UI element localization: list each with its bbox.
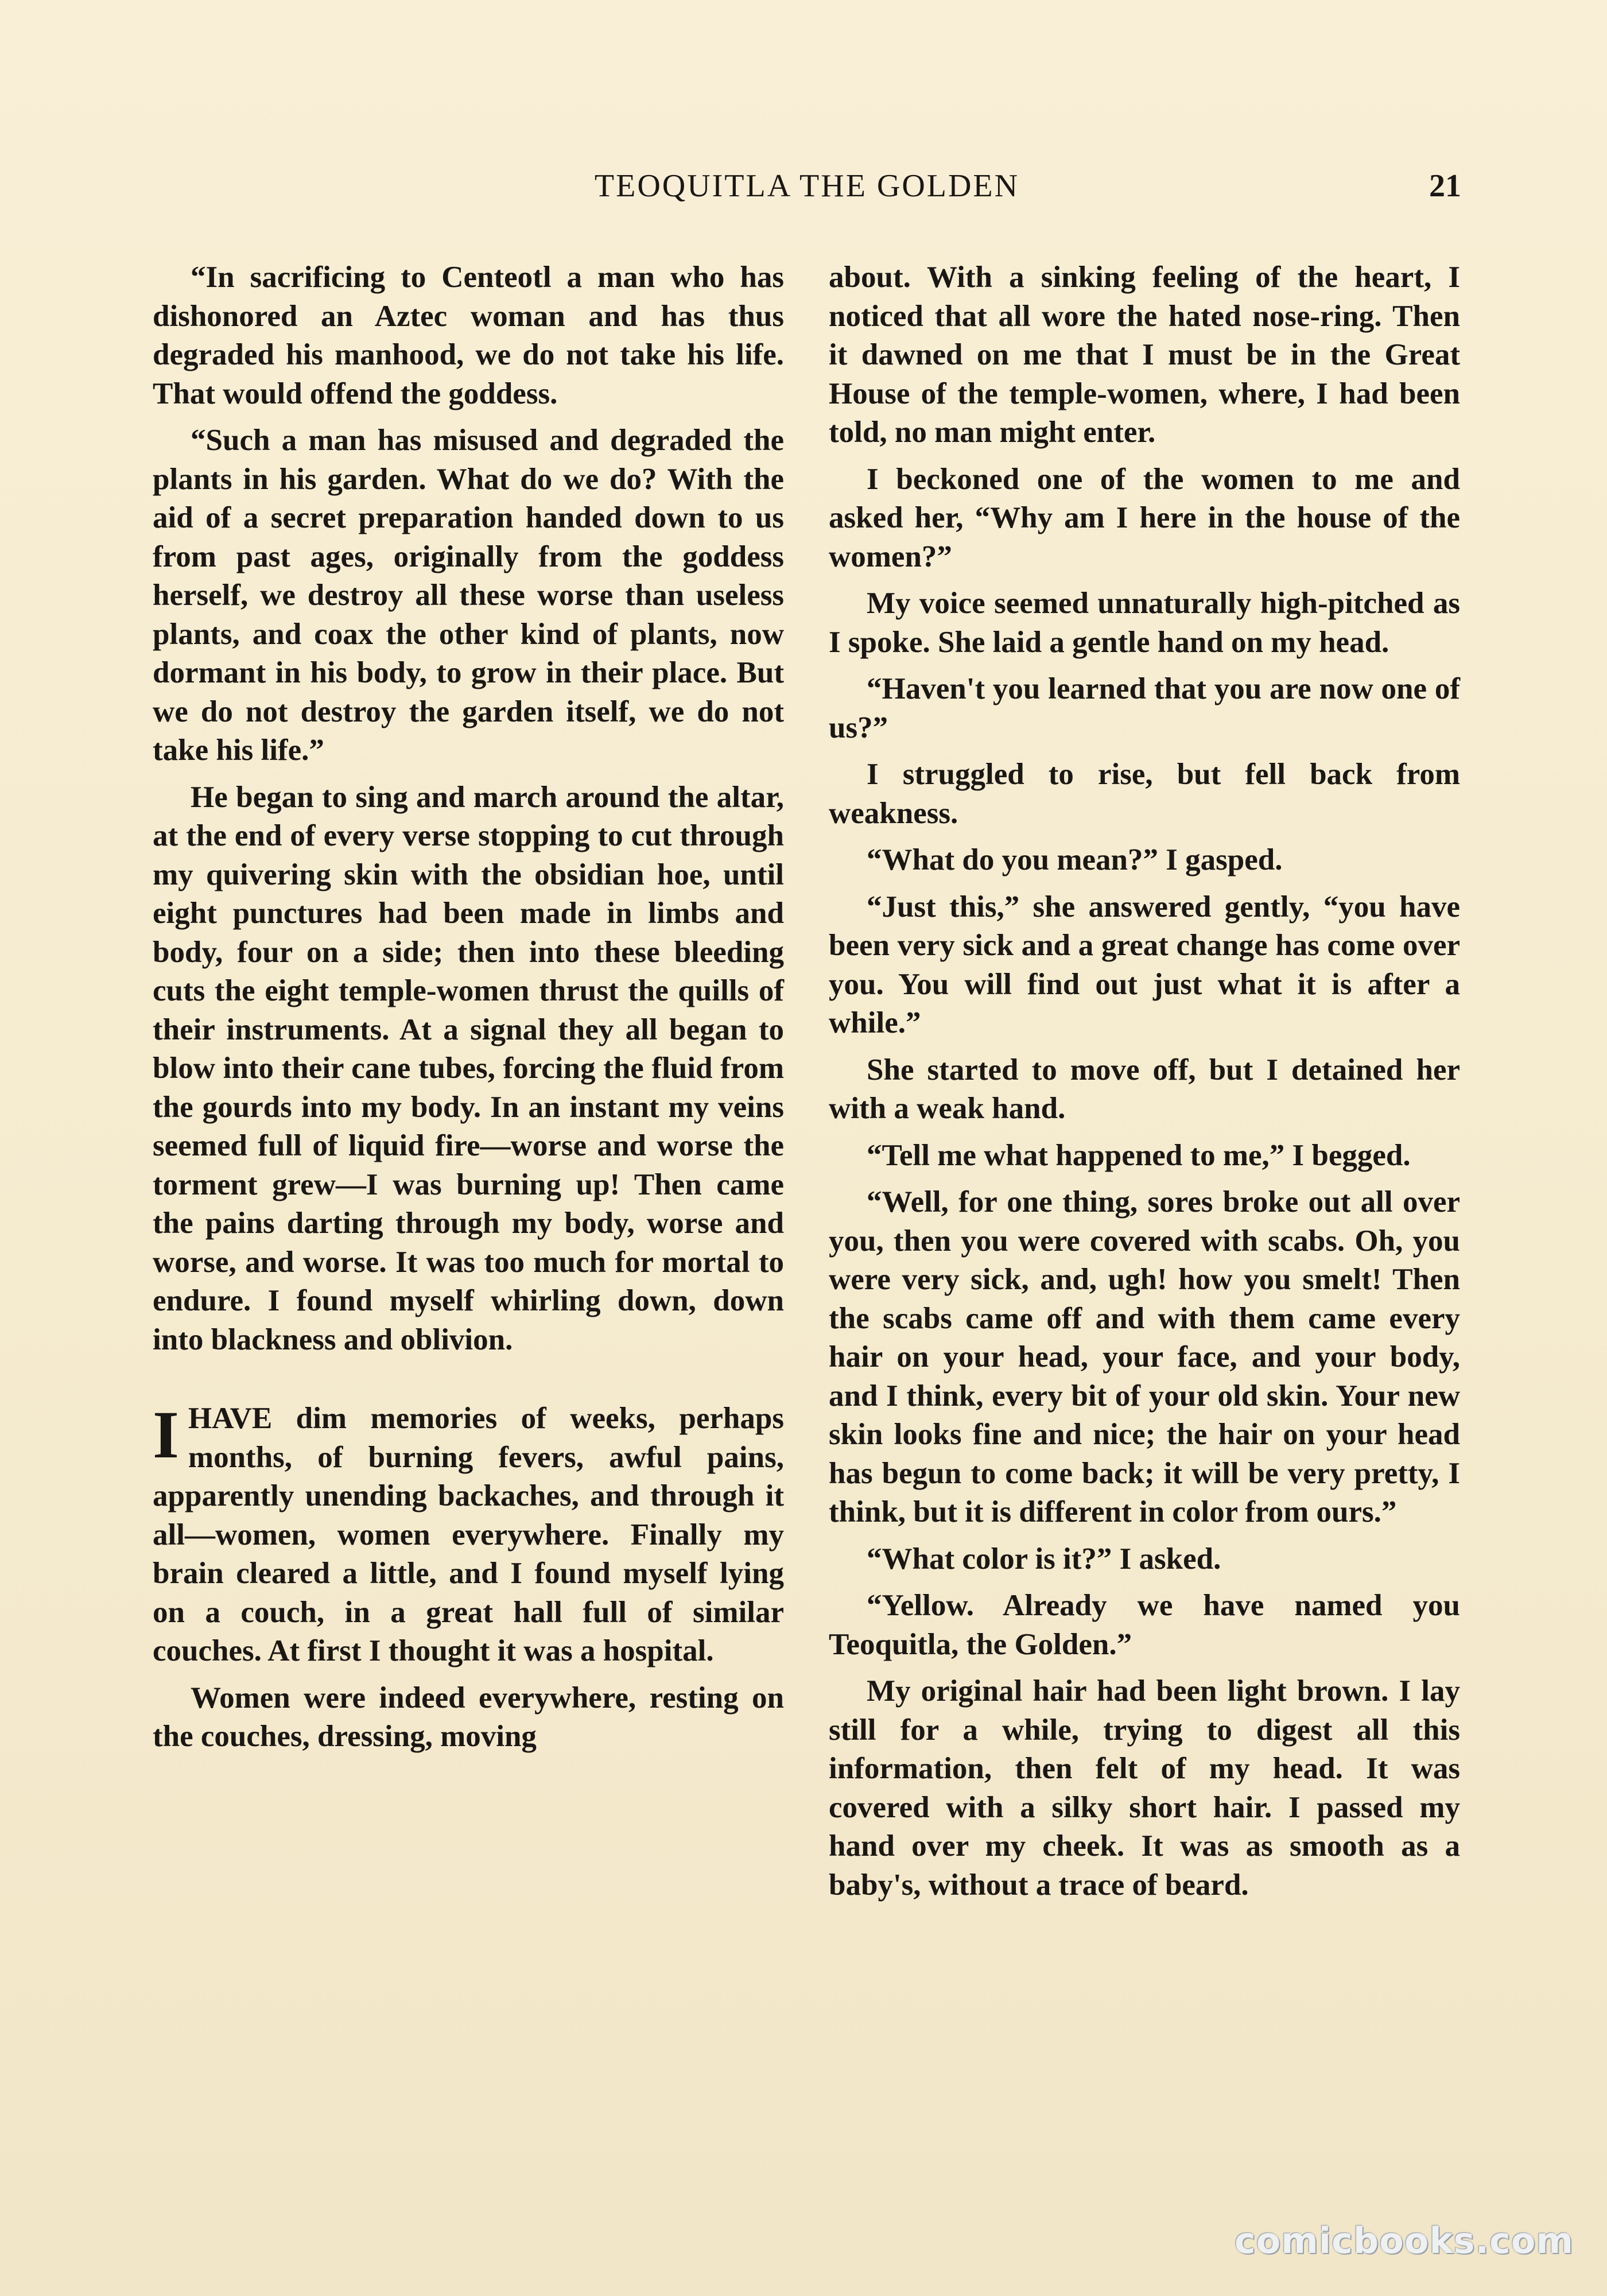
- continued-paragraph: about. With a sinking feeling of the heart, I noticed that all wore the hated nose-ring. Then it dawned on me that I must be in the Great House of the temple-women, where, I had been told, no man might enter.: [829, 261, 1460, 449]
- paragraph: “Yellow. Already we have named you Teoquitla, the Golden.”: [829, 1589, 1460, 1661]
- paragraph: “Well, for one thing, sores broke out all over you, then you were covered with scabs. Oh, you were very sick, and, ugh! how you smelt! Then the scabs came off and with them came every hair on your head, your face, and your body, and I think, every bit of your old skin. Your new skin looks fine and nice; the hair on your head has begun to come back; it will be very pretty, I think, but it is different in color from ours.”: [829, 1185, 1460, 1529]
- section-first-paragraph-text: HAVE dim memories of weeks, perhaps months, of burning fevers, awful pains, apparently unending backaches, and through it all—women, women everywhere. Finally my brain cleared a little, and I found myself lying on a couch, in a great hall full of similar couches. At first I thought it was a hospital.: [153, 1402, 784, 1667]
- paragraph: She started to move off, but I detained her with a weak hand.: [829, 1053, 1460, 1125]
- paragraph: He began to sing and march around the altar, at the end of every verse stopping to cut through my quivering skin with the obsidian hoe, until eight punctures had been made in limbs and body, four on a side; then into these bleeding cuts the eight temple-women thrust the quills of their instruments. At a signal they all began to blow into their cane tubes, forcing the fluid from the gourds into my body. In an instant my veins seemed full of liquid fire—worse and worse the torment grew—I was burning up! Then came the pains darting through my body, worse and worse, and worse. It was too much for mortal to endure. I found myself whirling down, down into blackness and oblivion.: [153, 780, 784, 1356]
- paragraph: “What color is it?” I asked.: [867, 1542, 1221, 1576]
- page-header: [153, 168, 1461, 214]
- paragraph: I beckoned one of the women to me and asked her, “Why am I here in the house of the women?”: [829, 462, 1460, 573]
- paragraph: I struggled to rise, but fell back from weakness.: [829, 758, 1460, 830]
- right-column: [829, 258, 1460, 1913]
- running-title: TEOQUITLA THE GOLDEN: [594, 168, 1020, 204]
- paragraph: Women were indeed everywhere, resting on the couches, dressing, moving: [153, 1681, 784, 1753]
- paragraph: “Such a man has misused and degraded the plants in his garden. What do we do? With the aid of a secret preparation handed down to us from past ages, originally from the goddess herself, we destroy all these worse than useless plants, and coax the other kind of plants, now dormant in his body, to grow in their place. But we do not destroy the garden itself, we do not take his life.”: [153, 424, 784, 767]
- paragraph: My original hair had been light brown. I lay still for a while, trying to digest all this information, then felt of my head. It was covered with a silky short hair. I passed my hand over my cheek. It was as smooth as a baby's, without a trace of beard.: [829, 1674, 1460, 1902]
- paragraph: “Just this,” she answered gently, “you have been very sick and a great change has come over you. You will find out just what it is after a while.”: [829, 890, 1460, 1040]
- paragraph: “In sacrificing to Centeotl a man who has dishonored an Aztec woman and has thus degraded his manhood, we do not take his life. That would offend the goddess.: [153, 261, 784, 410]
- paragraph: My voice seemed unnaturally high-pitched as I spoke. She laid a gentle hand on my head.: [829, 587, 1460, 659]
- paragraph: “Tell me what happened to me,” I begged.: [867, 1138, 1411, 1172]
- left-column: [153, 258, 784, 1764]
- page-number: 21: [1429, 168, 1461, 204]
- paragraph: “Haven't you learned that you are now one of us?”: [829, 672, 1460, 744]
- paragraph: “What do you mean?” I gasped.: [867, 843, 1283, 876]
- drop-cap: I: [153, 1397, 179, 1472]
- section-opening-paragraph: [153, 1399, 784, 1671]
- site-watermark: comicbooks.com: [1234, 2220, 1574, 2262]
